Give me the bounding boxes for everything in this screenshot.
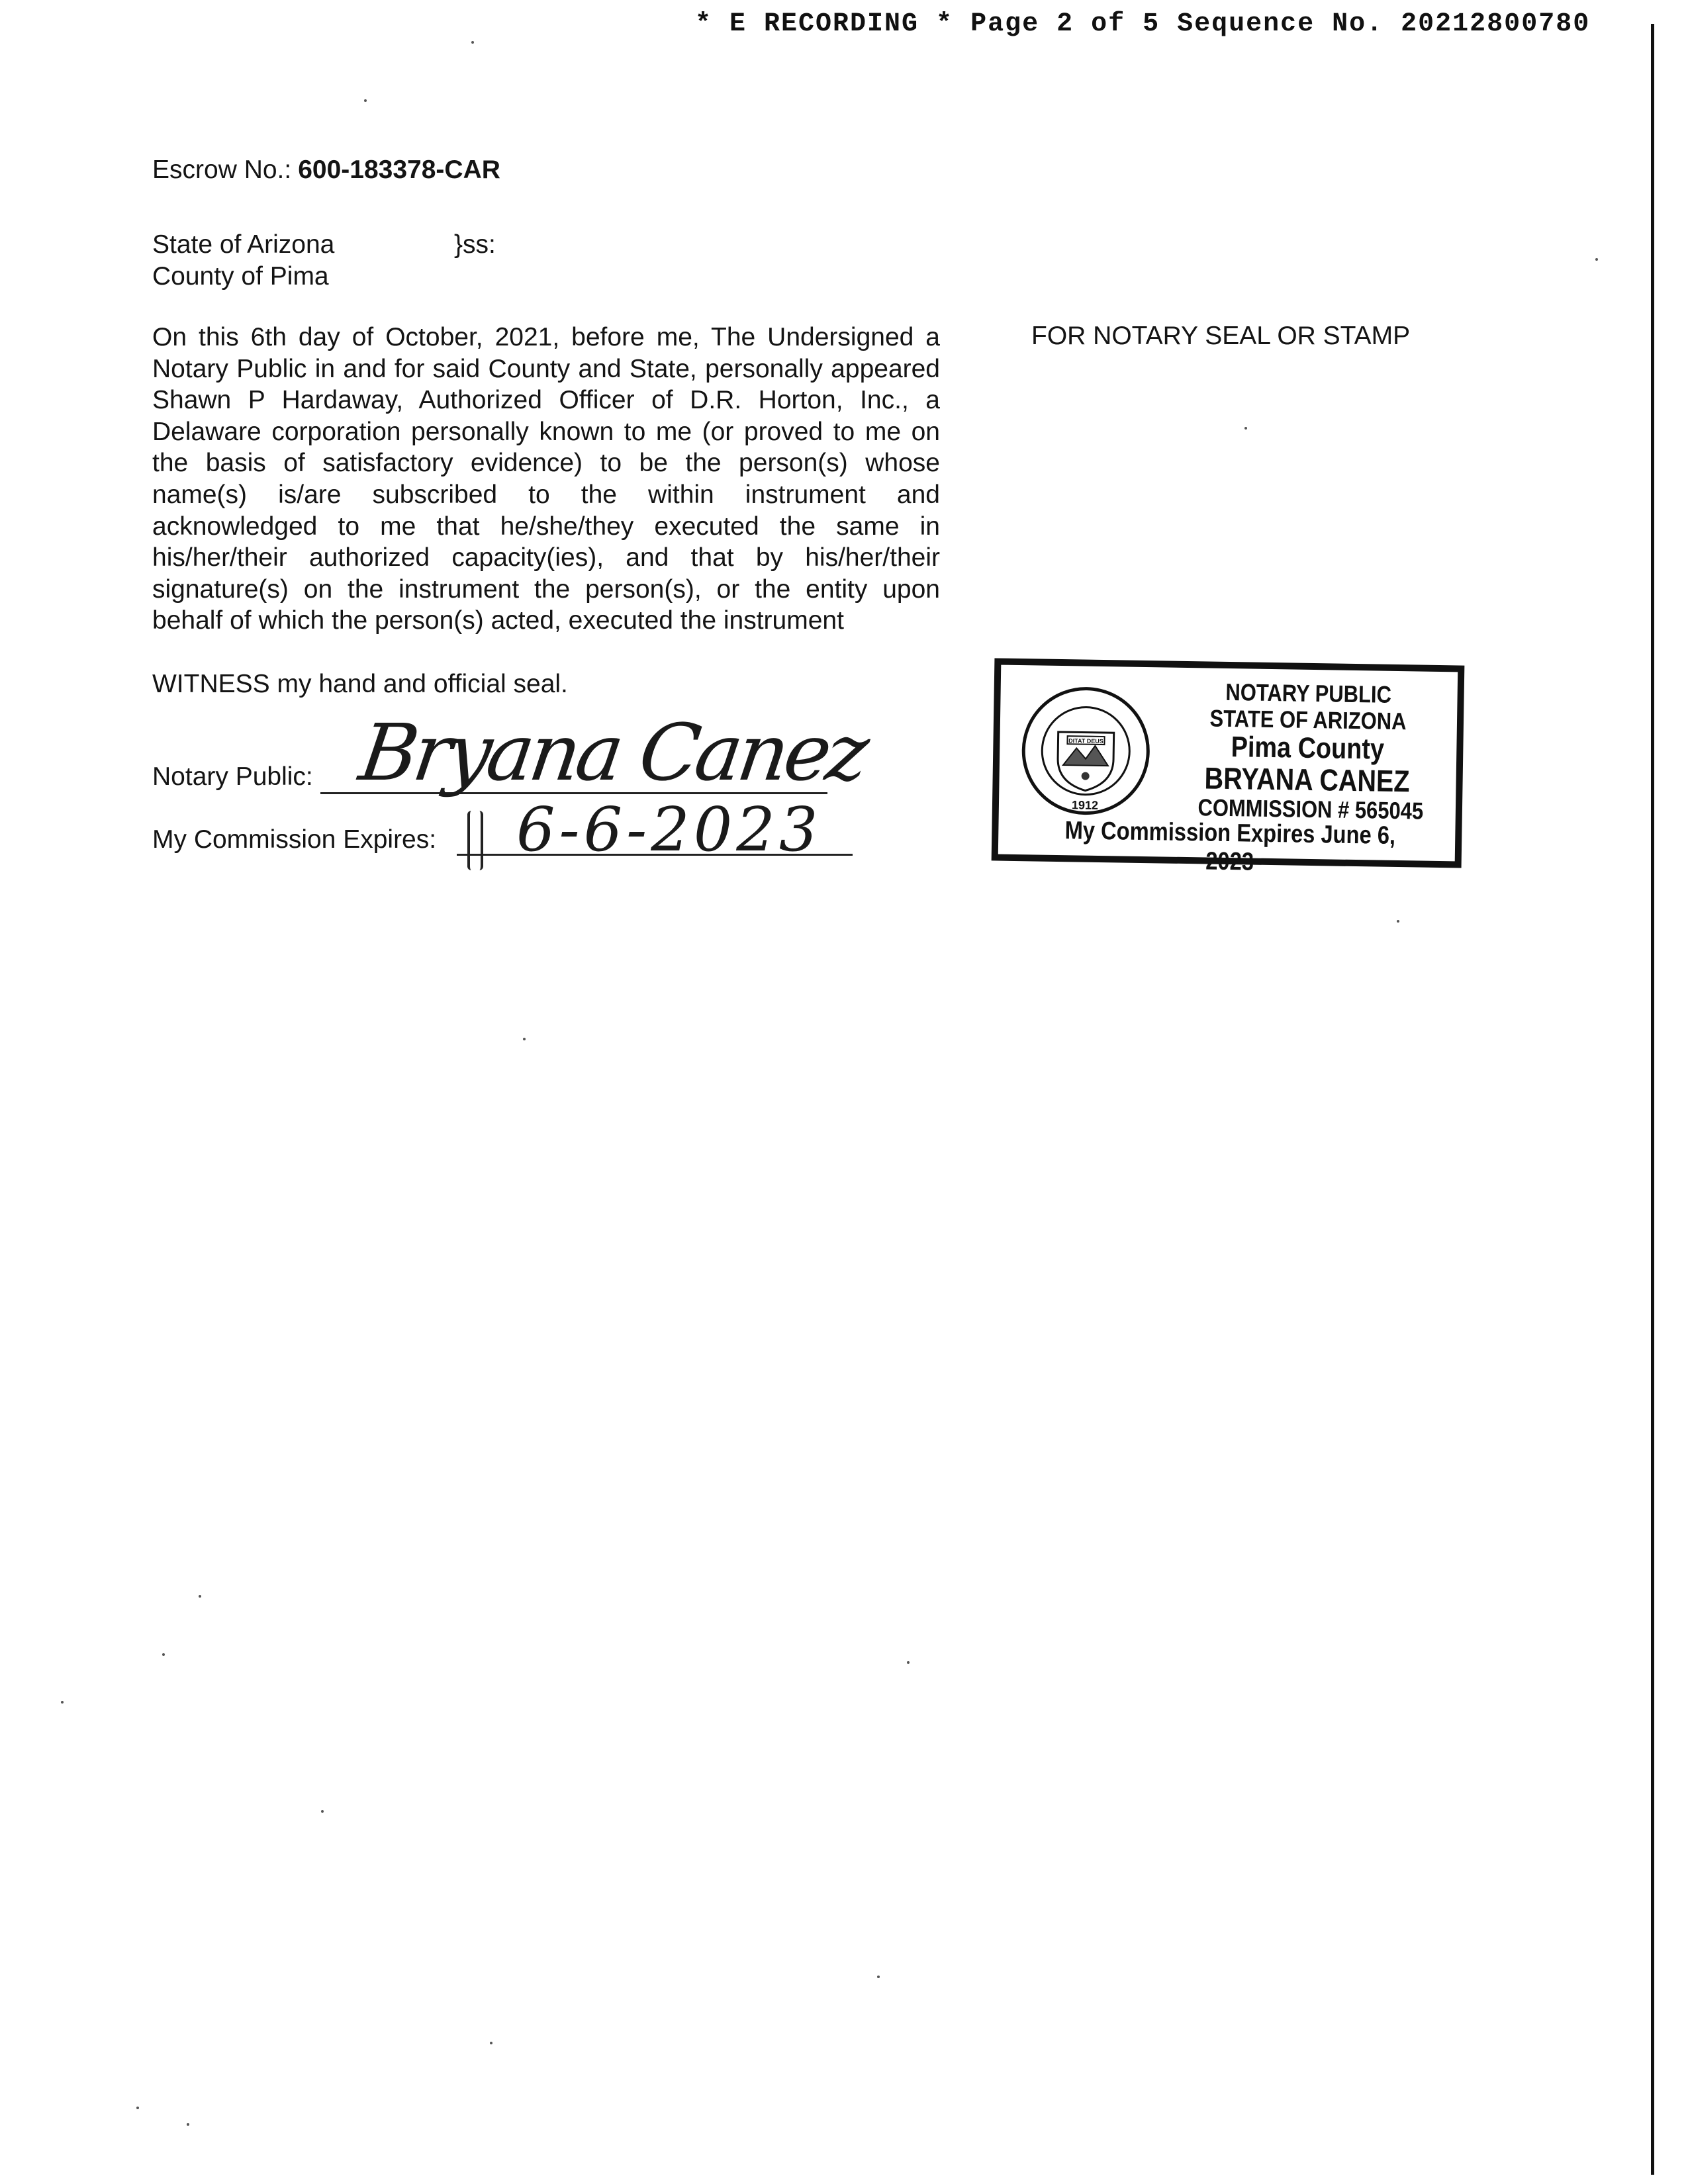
scan-speck [187, 2123, 189, 2126]
scan-speck [61, 1701, 64, 1704]
seal-heading: FOR NOTARY SEAL OR STAMP [1031, 322, 1411, 350]
notary-stamp [992, 658, 1465, 876]
arizona-seal-icon [1019, 684, 1153, 818]
scan-speck [877, 1976, 880, 1978]
witness-line: WITNESS my hand and official seal. [152, 670, 568, 698]
scan-speck [907, 1661, 910, 1664]
notary-signature: Bryana Canez [354, 707, 871, 798]
venue-state: State of Arizona [152, 230, 335, 259]
escrow-line [152, 154, 500, 186]
escrow-number: 600-183378-CAR [298, 156, 500, 184]
scan-speck [523, 1038, 526, 1040]
acknowledgment-paragraph: On this 6th day of October, 2021, before me, The Undersigned a Notary Public in and for said County and State, personally appeared Shawn P Hardaway, Authorized Officer of D.R. Horton, Inc., a Delaware corporation personally known to me (or proved to me on the basis of satisfactory evidence) to be the person(s) whose name(s) is/are subscribed to the within instrument and acknowledged to me that he/she/they executed the same in his/her/their authorized capacity(ies), and that by his/her/their signature(s) on the instrument the person(s), or the entity upon behalf of which the person(s) acted, executed the instrument [152, 323, 940, 635]
venue-county: County of Pima [152, 262, 329, 291]
scan-speck [321, 1810, 324, 1813]
stamp-text [1190, 678, 1425, 825]
commission-expires-handwritten: 6-6-2023 [516, 794, 822, 865]
scan-speck [162, 1653, 165, 1656]
scan-speck [364, 99, 367, 102]
stamp-footer: My Commission Expires June 6, 2023 [1064, 817, 1396, 876]
stamp-line-name: BRYANA CANEZ [1204, 760, 1410, 799]
page-edge-line [1651, 24, 1654, 2175]
venue-ss: }ss: [454, 230, 496, 259]
stamp-line-county: Pima County [1231, 731, 1385, 766]
scan-speck [1397, 920, 1399, 923]
scan-speck [471, 41, 474, 44]
notary-public-label: Notary Public: [152, 762, 313, 791]
recording-header: * E RECORDING * Page 2 of 5 Sequence No. 20212800780 [695, 9, 1591, 39]
scan-speck [1244, 427, 1247, 430]
scan-speck [199, 1595, 201, 1598]
stamp-line-commission: COMMISSION # 565045 [1197, 794, 1424, 825]
scan-speck [136, 2107, 139, 2109]
seal-year: 1912 [1071, 798, 1099, 812]
stamp-line-state: STATE OF ARIZONA [1209, 704, 1407, 735]
seal-motto: DITAT DEUS [1068, 737, 1103, 745]
scan-speck [490, 2042, 492, 2044]
escrow-label: Escrow No.: [152, 156, 292, 184]
stamp-line-notary-public: NOTARY PUBLIC [1225, 678, 1392, 708]
commission-expires-label: My Commission Expires: [152, 825, 437, 854]
handwritten-mark [467, 811, 483, 870]
scan-speck [1595, 258, 1598, 261]
